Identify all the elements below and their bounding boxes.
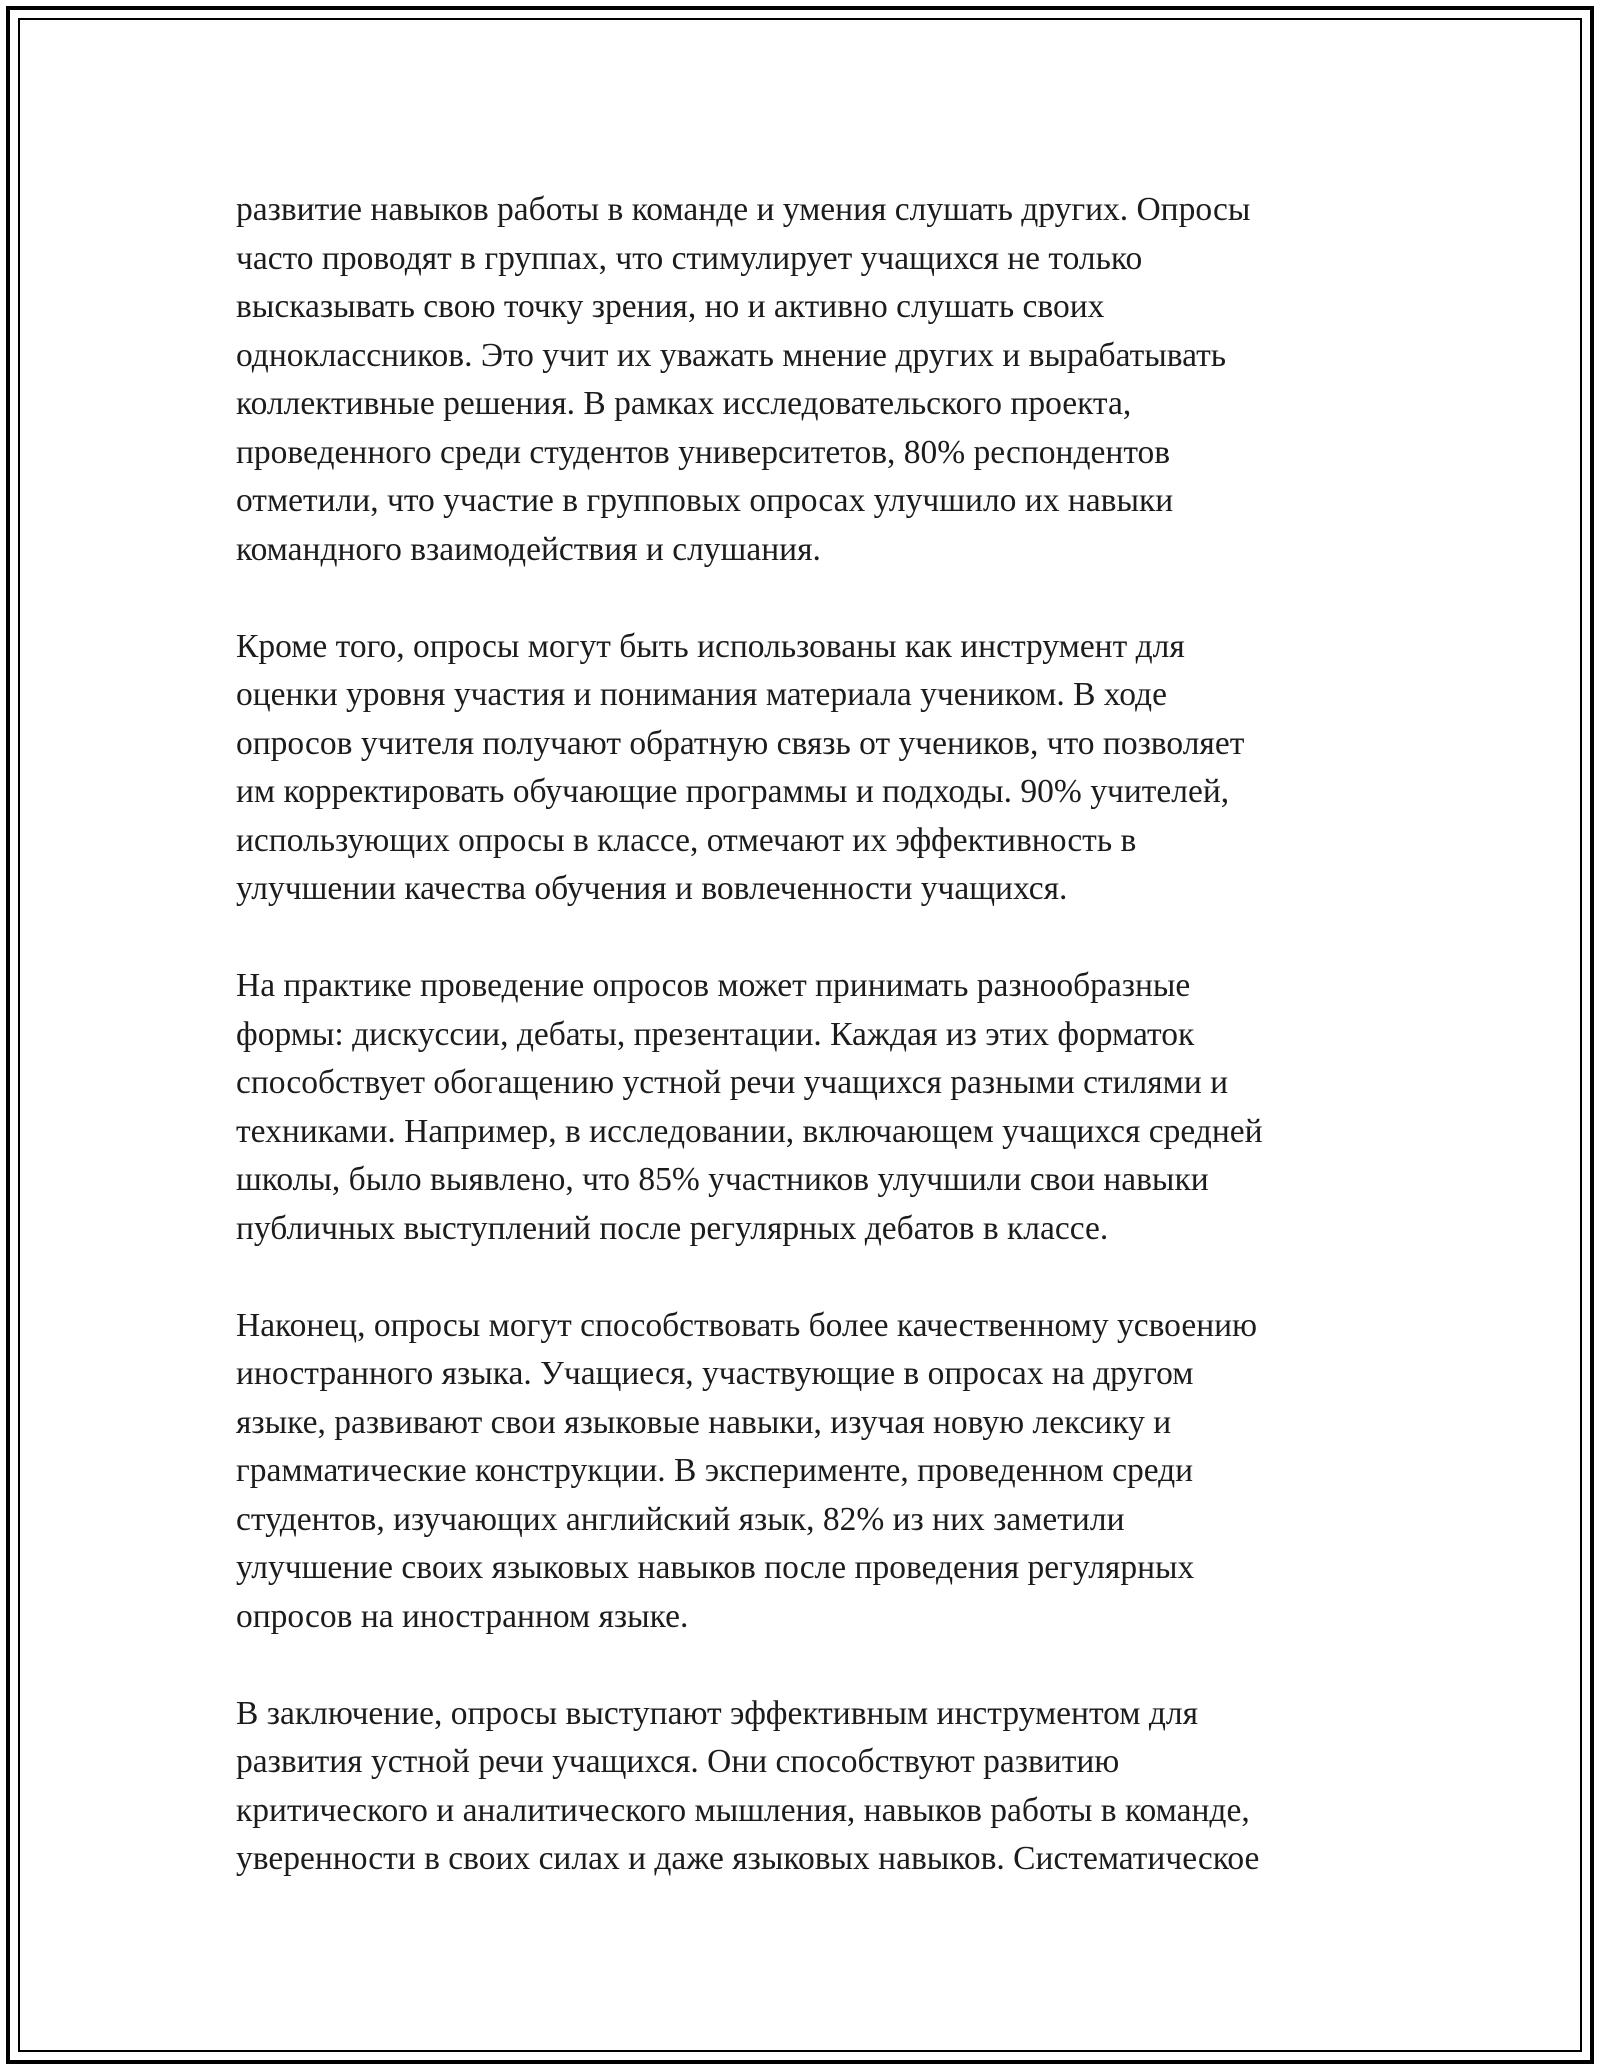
text-line: техниками. Например, в исследовании, включающем учащихся средней xyxy=(236,1112,1263,1150)
text-line: Наконец, опросы могут способствовать более качественному усвоению xyxy=(236,1306,1258,1344)
text-line: развитие навыков работы в команде и умения слушать других. Опросы xyxy=(236,191,1251,228)
text-line: часто проводят в группах, что стимулирует учащихся не только xyxy=(236,239,1143,277)
paragraph-4 xyxy=(236,1302,1386,1642)
text-line: коллективные решения. В рамках исследовательского проекта, xyxy=(236,385,1132,422)
text-line: уверенности в своих силах и даже языковых навыков. Систематическое xyxy=(236,1840,1260,1877)
text-line: языке, развивают свои языковые навыки, изучая новую лексику и xyxy=(236,1403,1172,1441)
text-line: критического и аналитического мышления, навыков работы в команде, xyxy=(236,1791,1250,1829)
paragraph-2 xyxy=(236,623,1386,914)
text-line: студентов, изучающих английский язык, 82% из них заметили xyxy=(236,1500,1125,1538)
paragraph-3 xyxy=(236,962,1386,1253)
text-line: одноклассников. Это учит их уважать мнение других и вырабатывать xyxy=(236,336,1227,374)
text-line: Кроме того, опросы могут быть использованы как инструмент для xyxy=(236,627,1185,665)
text-line: проведенного среди студентов университетов, 80% респондентов xyxy=(236,433,1171,471)
text-line: В заключение, опросы выступают эффективным инструментом для xyxy=(236,1694,1198,1732)
text-line: им корректировать обучающие программы и подходы. 90% учителей, xyxy=(236,773,1230,810)
text-line: публичных выступлений после регулярных дебатов в классе. xyxy=(236,1209,1109,1247)
text-line: иностранного языка. Учащиеся, участвующие в опросах на другом xyxy=(236,1355,1194,1392)
text-line: оценки уровня участия и понимания материала учеником. В ходе xyxy=(236,676,1167,713)
text-line: улучшении качества обучения и вовлеченности учащихся. xyxy=(236,870,1068,907)
text-line: высказывать свою точку зрения, но и активно слушать своих xyxy=(236,288,1105,325)
text-line: улучшение своих языковых навыков после проведения регулярных xyxy=(236,1549,1195,1586)
paragraph-1 xyxy=(236,186,1386,574)
text-line: опросов на иностранном языке. xyxy=(236,1597,689,1635)
text-line: использующих опросы в классе, отмечают их эффективность в xyxy=(236,821,1137,859)
text-line: отметили, что участие в групповых опросах улучшило их навыки xyxy=(236,482,1174,519)
text-line: грамматические конструкции. В эксперименте, проведенном среди xyxy=(236,1452,1194,1489)
text-line: способствует обогащению устной речи учащихся разными стилями и xyxy=(236,1064,1229,1101)
text-line: развития устной речи учащихся. Они способствуют развитию xyxy=(236,1743,1120,1780)
text-line: На практике проведение опросов может принимать разнообразные xyxy=(236,967,1191,1004)
text-line: командного взаимодействия и слушания. xyxy=(236,530,821,568)
paragraph-5 xyxy=(236,1690,1386,1884)
text-line: школы, было выявлено, что 85% участников улучшили свои навыки xyxy=(236,1161,1209,1198)
document-body xyxy=(236,186,1386,1932)
text-line: формы: дискуссии, дебаты, презентации. Каждая из этих форматок xyxy=(236,1015,1195,1053)
text-line: опросов учителя получают обратную связь от учеников, что позволяет xyxy=(236,724,1245,762)
